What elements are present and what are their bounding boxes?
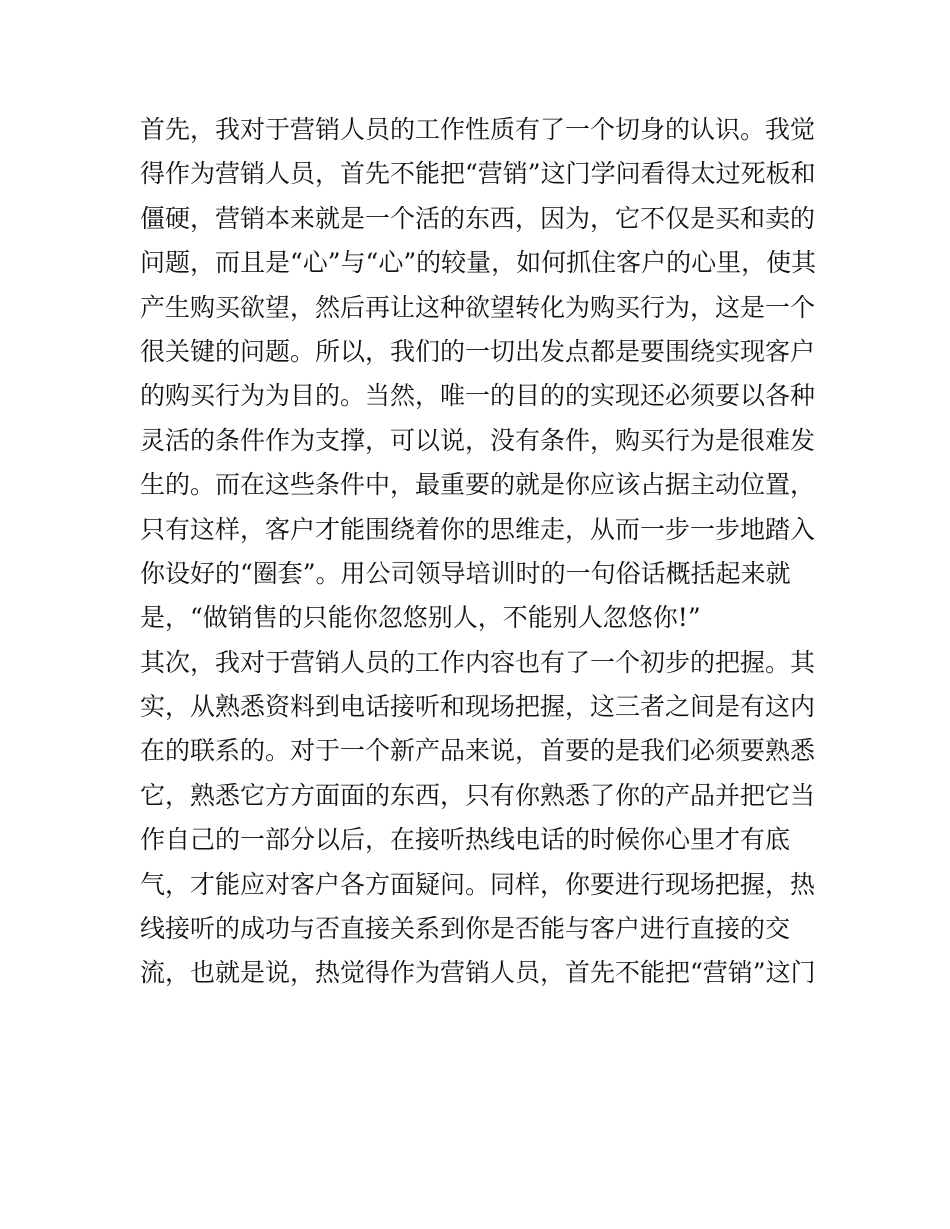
- text-line: 首先，我对于营销人员的工作性质有了一个切身的认识。我觉: [140, 115, 816, 144]
- text-line: 在的联系的。对于一个新产品来说，首要的是我们必须要熟悉: [140, 736, 816, 766]
- text-line: 灵活的条件作为支撑，可以说，没有条件，购买行为是很难发: [140, 425, 816, 455]
- text-line: 很关键的问题。所以，我们的一切出发点都是要围绕实现客户: [140, 336, 816, 366]
- text-line: 的购买行为为目的。当然，唯一的目的的实现还必须要以各种: [140, 381, 816, 411]
- text-line: 生的。而在这些条件中，最重要的就是你应该占据主动位置，: [140, 470, 816, 500]
- text-line: 问题，而且是“心”与“心”的较量，如何抓住客户的心里，使其: [140, 248, 817, 278]
- text-line: 产生购买欲望，然后再让这种欲望转化为购买行为，这是一个: [140, 292, 816, 322]
- text-line: 只有这样，客户才能围绕着你的思维走，从而一步一步地踏入: [140, 514, 816, 544]
- text-line: 线接听的成功与否直接关系到你是否能与客户进行直接的交: [140, 914, 791, 944]
- text-line: 作自己的一部分以后，在接听热线电话的时候你心里才有底: [140, 825, 791, 855]
- text-line: 它，熟悉它方方面面的东西，只有你熟悉了你的产品并把它当: [140, 780, 816, 810]
- paragraph-1: [140, 108, 820, 641]
- text-line: 你设好的“圈套”。用公司领导培训时的一句俗话概括起来就: [140, 558, 791, 588]
- text-line: 气，才能应对客户各方面疑问。同样，你要进行现场把握，热: [140, 869, 816, 899]
- text-line: 流，也就是说，热觉得作为营销人员，首先不能把“营销”这门: [140, 958, 816, 988]
- text-line: 僵硬，营销本来就是一个活的东西，因为，它不仅是买和卖的: [140, 203, 816, 233]
- text-line: 是，“做销售的只能你忽悠别人，不能别人忽悠你!”: [140, 603, 701, 633]
- text-line: 得作为营销人员，首先不能把“营销”这门学问看得太过死板和: [140, 159, 816, 189]
- text-line: 实，从熟悉资料到电话接听和现场把握，这三者之间是有这内: [140, 692, 816, 722]
- paragraph-2: [140, 641, 820, 996]
- text-line: 其次，我对于营销人员的工作内容也有了一个初步的把握。其: [140, 647, 816, 677]
- document-body: [140, 108, 820, 996]
